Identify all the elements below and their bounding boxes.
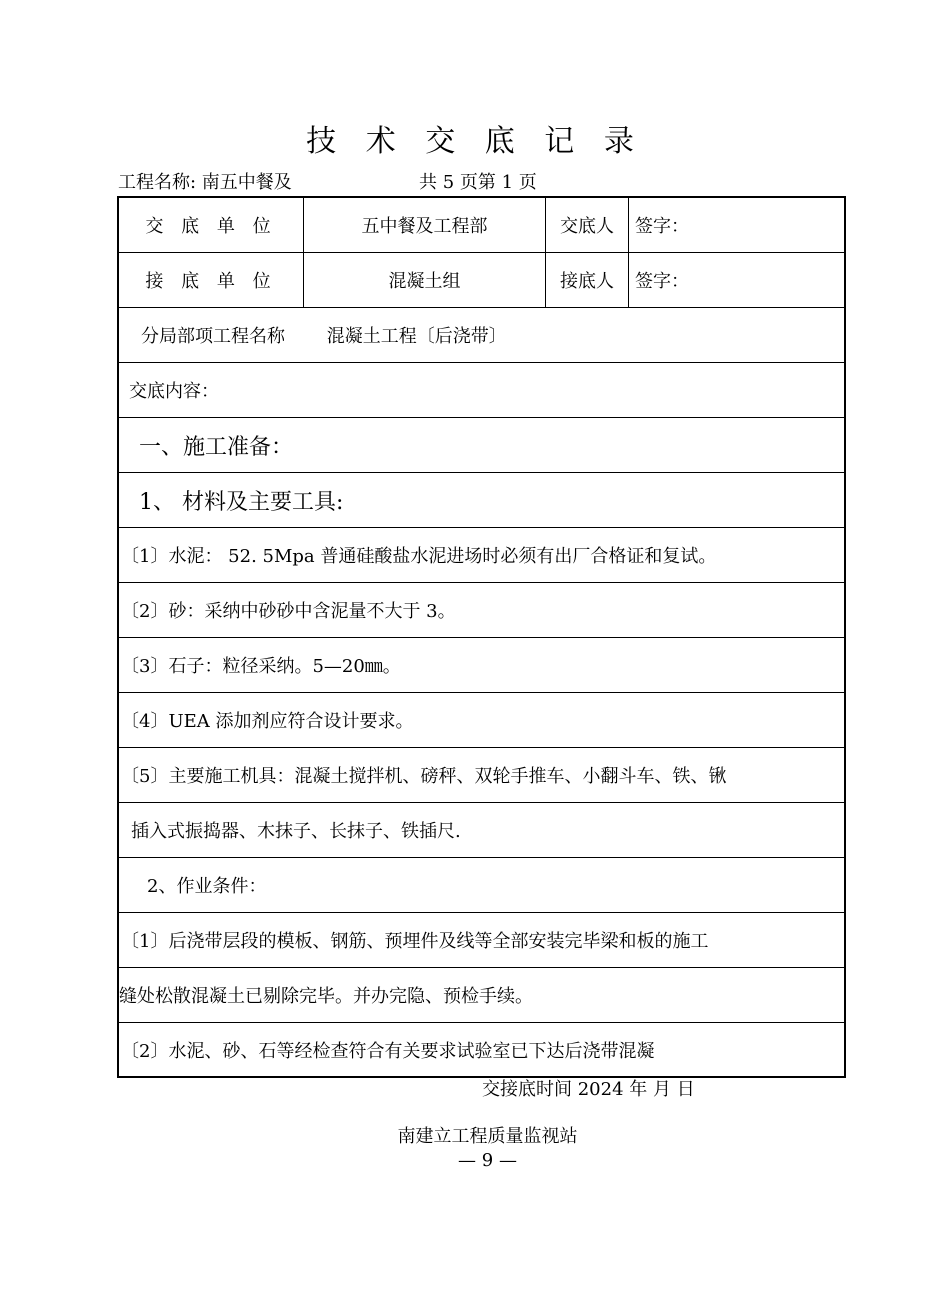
handover-unit-value: 五中餐及工程部	[304, 198, 546, 252]
content-line	[119, 913, 844, 968]
content-text: 〔1〕水泥： 52. 5Mpa 普通硅酸盐水泥进场时必须有出厂合格证和复试。	[121, 546, 717, 567]
content-label-row	[119, 363, 844, 418]
subsection-heading: 2、作业条件：	[147, 876, 267, 897]
project-name: 工程名称: 南五中餐及	[118, 172, 292, 193]
receive-unit-value: 混凝土组	[304, 253, 546, 307]
handover-time: 交接底时间 2024 年 月 日	[482, 1079, 695, 1100]
content-text: 插入式振捣器、木抹子、长抹子、铁插尺.	[131, 821, 461, 842]
content-text: 〔5〕主要施工机具：混凝土搅拌机、磅秤、双轮手推车、小翻斗车、铁、锹	[121, 766, 727, 787]
content-line	[119, 693, 844, 748]
page-info: 共 5 页第 1 页	[419, 172, 537, 193]
receive-unit-label: 接 底 单 位	[119, 253, 304, 307]
content-text: 〔2〕水泥、砂、石等经检查符合有关要求试验室已下达后浇带混凝	[121, 1040, 655, 1062]
handover-signature: 签字：	[635, 216, 689, 237]
content-text: 〔3〕石子：粒径采纳。5—20㎜。	[121, 656, 401, 677]
subproject-row	[119, 308, 844, 363]
content-line	[119, 748, 844, 803]
section-heading: 一、施工准备：	[139, 434, 294, 460]
content-line	[119, 803, 844, 858]
document-title: 技 术 交 底 记 录	[306, 124, 644, 159]
content-line	[119, 583, 844, 638]
handover-unit-label: 交 底 单 位	[119, 198, 304, 252]
content-text: 缝处松散混凝土已剔除完毕。并办完隐、预检手续。	[119, 986, 533, 1007]
content-line	[119, 968, 844, 1023]
content-line	[119, 528, 844, 583]
content-line	[119, 473, 844, 528]
receive-person-label: 接底人	[546, 253, 629, 307]
content-text: 〔2〕砂：采纳中砂砂中含泥量不大于 3。	[121, 601, 456, 622]
station-name: 南建立工程质量监视站	[397, 1126, 578, 1147]
content-text: 〔4〕UEA 添加剂应符合设计要求。	[121, 711, 414, 732]
content-line	[119, 638, 844, 693]
subproject-name: 分局部项工程名称 混凝土工程〔后浇带〕	[141, 326, 507, 347]
content-line	[119, 418, 844, 473]
handover-record-table	[117, 196, 846, 1078]
content-line	[119, 1023, 844, 1076]
handover-unit-row	[119, 198, 844, 253]
receive-unit-row	[119, 253, 844, 308]
content-line	[119, 858, 844, 913]
page-number: — 9 —	[458, 1150, 517, 1171]
content-label: 交底内容：	[129, 381, 219, 402]
subsection-heading: 1、 材料及主要工具:	[139, 489, 344, 515]
handover-person-label: 交底人	[546, 198, 629, 252]
receive-signature: 签字：	[635, 271, 689, 292]
content-text: 〔1〕后浇带层段的模板、钢筋、预埋件及线等全部安装完毕梁和板的施工	[121, 931, 709, 952]
